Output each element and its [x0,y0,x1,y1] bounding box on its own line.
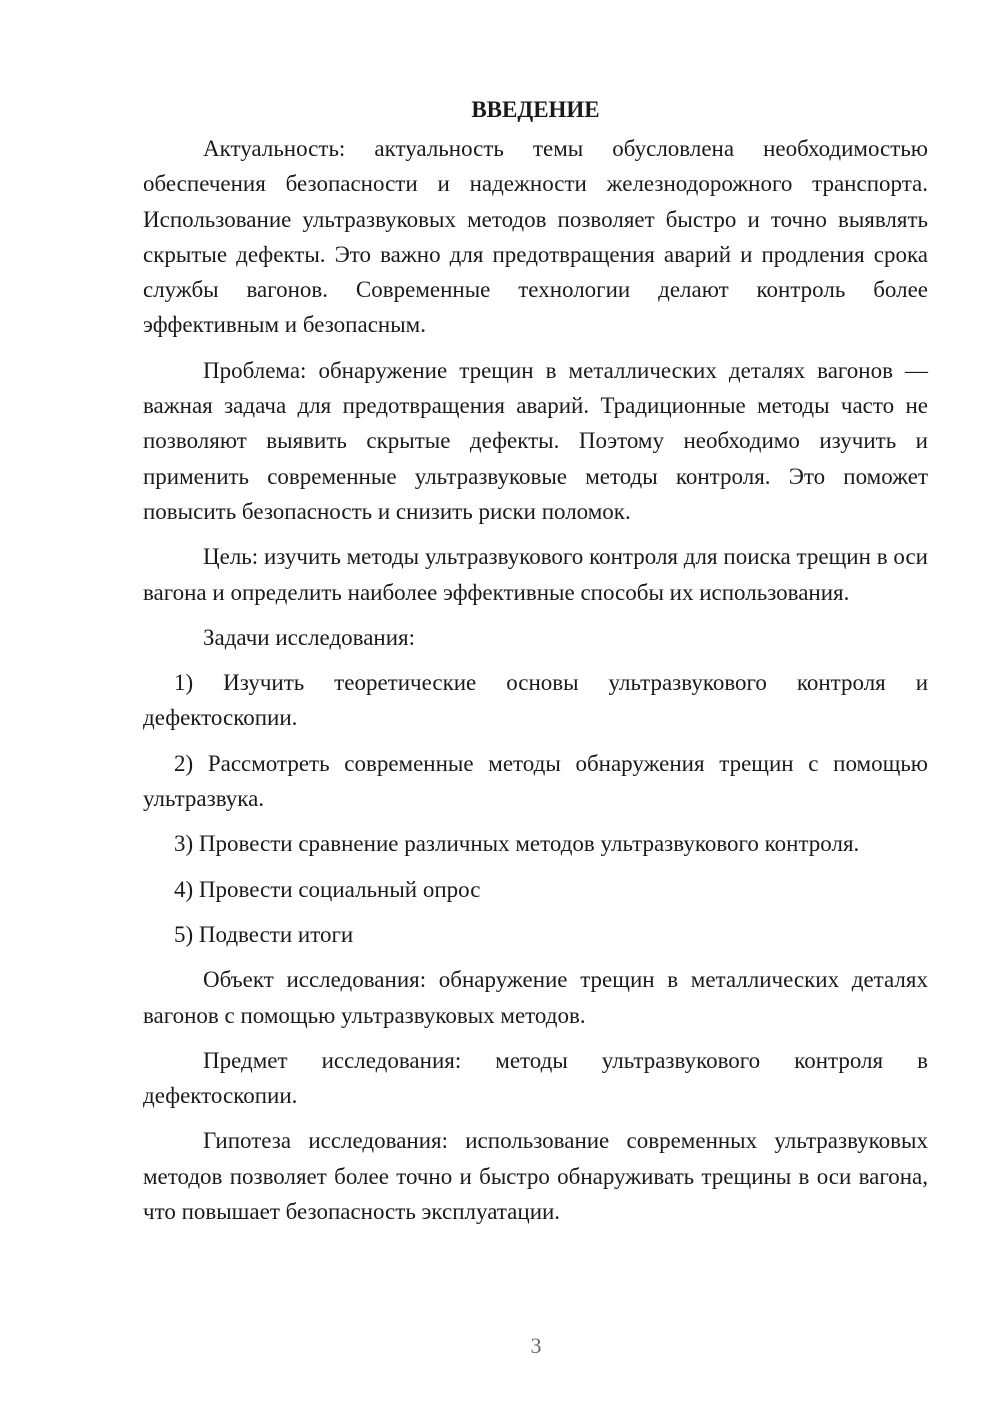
task-item-2: 2) Рассмотреть современные методы обнаружения трещин с помощью ультразвука. [143,750,928,812]
task-item-1: 1) Изучить теоретические основы ультразвукового контроля и дефектоскопии. [143,670,928,731]
hypothesis-paragraph: Гипотеза исследования: использование современных ультразвуковых методов позволяет более точно и быстро обнаруживать трещины в оси вагона, что повышает безопасность эксплуатации. [143,1128,928,1225]
relevance-paragraph: Актуальность: актуальность темы обусловлена необходимостью обеспечения безопасности и надежности железнодорожного транспорта. Использование ультразвуковых методов позволяет быстро и точно выявлять скрытые дефекты. Это важно для предотвращения аварий и продления срока службы вагонов. Современные технологии делают контроль более эффективным и безопасным. [143,136,928,338]
section-title: ВВЕДЕНИЕ [471,97,600,122]
problem-paragraph: Проблема: обнаружение трещин в металлических деталях вагонов — важная задача для предотвращения аварий. Традиционные методы часто не позволяют выявить скрытые дефекты. Поэтому необходимо изучить и применить современные ультразвуковые методы контроля. Это поможет повысить безопасность и снизить риски поломок. [143,357,928,524]
page-number: 3 [530,1333,542,1358]
task-item-4: 4) Провести социальный опрос [174,876,481,902]
tasks-heading: Задачи исследования: [203,624,416,650]
task-item-3: 3) Провести сравнение различных методов ультразвукового контроля. [174,831,860,857]
page-content [143,92,928,1239]
object-paragraph: Объект исследования: обнаружение трещин в металлических деталях вагонов с помощью ультразвуковых методов. [143,967,928,1028]
goal-paragraph: Цель: изучить методы ультразвукового контроля для поиска трещин в оси вагона и определить наиболее эффективные способы их использования. [143,544,928,605]
subject-paragraph: Предмет исследования: методы ультразвукового контроля в дефектоскопии. [143,1047,928,1109]
task-item-5: 5) Подвести итоги [174,921,354,947]
